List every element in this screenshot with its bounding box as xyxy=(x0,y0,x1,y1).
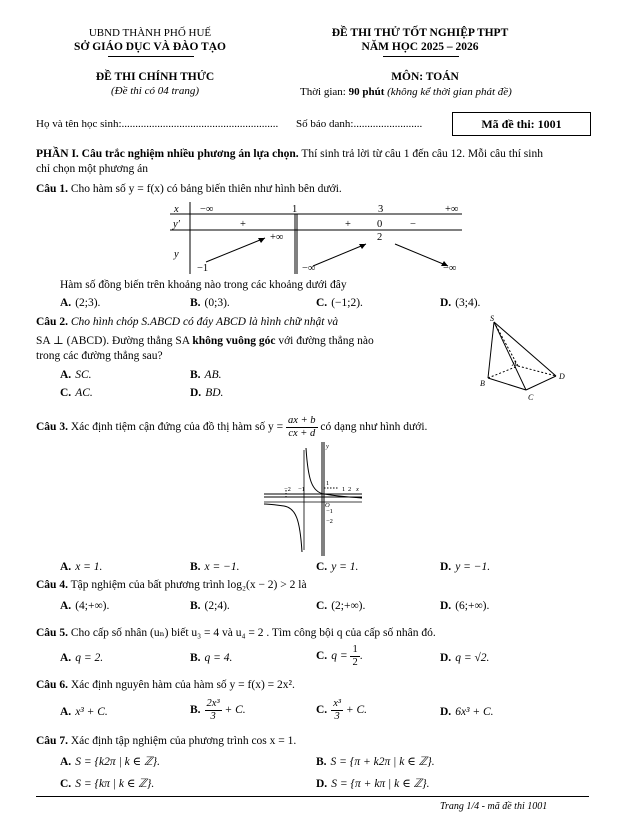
vt-x: x xyxy=(174,204,179,215)
svg-text:3: 3 xyxy=(378,204,384,215)
pages-note: (Đề thi có 04 trang) xyxy=(111,85,199,97)
q1-option-d[interactable]: D. (3;4). xyxy=(440,297,481,309)
q4-option-d[interactable]: D. (6;+∞). xyxy=(440,600,490,612)
time-line: Thời gian: 90 phút (không kể thời gian phát đề) xyxy=(300,86,512,98)
svg-text:−1: −1 xyxy=(326,508,333,515)
q5-option-c[interactable]: C. q = $\frac{1}{2}$ . xyxy=(316,644,363,668)
svg-text:1: 1 xyxy=(292,204,298,215)
svg-text:0: 0 xyxy=(377,219,383,230)
header-dept: SỞ GIÁO DỤC VÀ ĐÀO TẠO xyxy=(74,41,226,53)
q4-option-c[interactable]: C. (2;+∞). xyxy=(316,600,366,612)
q2-option-d[interactable]: D. BD. xyxy=(190,387,224,399)
subject-label: MÔN: TOÁN xyxy=(391,71,459,83)
svg-text:−2: −2 xyxy=(284,486,291,493)
question-1: Câu 1. Cho hàm số y = f(x) có bảng biến thiên như hình bên dưới. xyxy=(36,183,342,195)
student-name-field: Họ và tên học sinh:......................................................... xyxy=(36,118,279,130)
q6-option-a[interactable]: A. x³ + C. xyxy=(60,706,108,718)
svg-text:+∞: +∞ xyxy=(270,232,284,243)
part1-instructions: PHẦN I. Câu trắc nghiệm nhiều phương án lựa chọn. Thí sinh trả lời từ câu 1 đến câu 12. Mỗi câu thí sinh xyxy=(36,148,543,160)
q7-option-c[interactable]: C. S = {kπ | k ∈ ℤ}. xyxy=(60,778,155,790)
svg-text:1: 1 xyxy=(342,486,346,493)
svg-text:1: 1 xyxy=(326,480,330,487)
svg-text:y: y xyxy=(174,249,179,260)
q4-option-b[interactable]: B. (2;4). xyxy=(190,600,230,612)
q4-option-a[interactable]: A. (4;+∞). xyxy=(60,600,110,612)
question-6: Câu 6. Xác định nguyên hàm của hàm số y = f(x) = 2x². xyxy=(36,679,295,691)
header-school-year: NĂM HỌC 2025 – 2026 xyxy=(361,41,479,53)
q7-option-d[interactable]: D. S = {π + kπ | k ∈ ℤ}. xyxy=(316,778,430,790)
q3-option-d[interactable]: D. y = −1. xyxy=(440,561,491,573)
q1-option-c[interactable]: C. (−1;2). xyxy=(316,297,363,309)
svg-text:−2: −2 xyxy=(326,518,333,525)
official-label: ĐỀ THI CHÍNH THỨC xyxy=(95,71,215,83)
svg-text:C: C xyxy=(528,393,534,402)
svg-text:−: − xyxy=(410,219,416,230)
q1-option-a[interactable]: A. (2;3). xyxy=(60,297,101,309)
question-7: Câu 7. Xác định tập nghiệm của phương trình cos x = 1. xyxy=(36,735,297,747)
q3-option-a[interactable]: A. x = 1. xyxy=(60,561,103,573)
q2-option-a[interactable]: A. SC. xyxy=(60,369,92,381)
svg-text:y: y xyxy=(326,443,329,450)
header-org: UBND THÀNH PHỐ HUẾ xyxy=(88,27,212,39)
svg-text:S: S xyxy=(490,314,494,323)
svg-text:2: 2 xyxy=(348,486,352,493)
q2-option-b[interactable]: B. AB. xyxy=(190,369,222,381)
question-2: Câu 2. Cho hình chóp S.ABCD có đáy ABCD là hình chữ nhật và xyxy=(36,316,339,328)
q2-option-c[interactable]: C. AC. xyxy=(60,387,93,399)
question-4: Câu 4. Tập nghiệm của bất phương trình log₂(x − 2) > 2 là xyxy=(36,579,307,591)
svg-text:+∞: +∞ xyxy=(445,204,459,215)
svg-text:x: x xyxy=(356,486,359,493)
q5-option-d[interactable]: D. q = √2. xyxy=(440,652,490,664)
part1-instructions-2: chỉ chọn một phương án xyxy=(36,163,148,175)
variation-table xyxy=(170,200,470,276)
q6-option-c[interactable]: C. $\frac{\text{x³}}{3}$ + C. xyxy=(316,698,368,722)
question-3: Câu 3. Xác định tiệm cận đứng của đồ thị hàm số y = $\frac{ax + b}{cx + d}$ có dạng như hình dưới. xyxy=(36,415,428,439)
svg-text:+: + xyxy=(345,219,351,230)
svg-text:y′: y′ xyxy=(173,219,180,230)
svg-text:−1: −1 xyxy=(197,263,209,274)
pyramid-figure xyxy=(476,314,576,402)
student-id-field: Số báo danh:......................... xyxy=(296,118,423,130)
svg-text:+: + xyxy=(240,219,246,230)
q7-option-a[interactable]: A. S = {k2π | k ∈ ℤ}. xyxy=(60,756,160,768)
svg-text:−1: −1 xyxy=(298,486,305,493)
svg-text:O: O xyxy=(325,502,330,509)
svg-text:−∞: −∞ xyxy=(200,204,214,215)
page-footer: Trang 1/4 - mã đề thi 1001 xyxy=(440,801,548,812)
svg-text:2: 2 xyxy=(377,232,383,243)
svg-text:−∞: −∞ xyxy=(302,263,316,274)
question-5: Câu 5. Cho cấp số nhân (uₙ) biết u₃ = 4 và u₄ = 2 . Tìm công bội q của cấp số nhân đó. xyxy=(36,627,436,639)
hyperbola-graph xyxy=(262,440,366,558)
q5-option-a[interactable]: A. q = 2. xyxy=(60,652,104,664)
q1-prompt: Hàm số đồng biến trên khoảng nào trong các khoảng dưới đây xyxy=(60,279,347,291)
header-exam-title: ĐỀ THI THỬ TỐT NGHIỆP THPT xyxy=(331,27,509,39)
q1-option-b[interactable]: B. (0;3). xyxy=(190,297,230,309)
svg-text:D: D xyxy=(559,372,565,381)
q3-option-c[interactable]: C. y = 1. xyxy=(316,561,359,573)
svg-text:B: B xyxy=(480,379,485,388)
q6-option-b[interactable]: B. $\frac{\text{2x³}}{3}$ + C. xyxy=(190,698,246,722)
q7-option-b[interactable]: B. S = {π + k2π | k ∈ ℤ}. xyxy=(316,756,435,768)
q5-option-b[interactable]: B. q = 4. xyxy=(190,652,233,664)
svg-text:A: A xyxy=(512,359,517,368)
q6-option-d[interactable]: D. 6x³ + C. xyxy=(440,706,494,718)
question-2-line3: trong các đường thẳng sau? xyxy=(36,350,163,362)
question-2-line2: SA ⊥ (ABCD). Đường thẳng SA không vuông góc với đường thẳng nào xyxy=(36,335,374,347)
exam-code-box: Mã đề thi: 1001 xyxy=(452,112,591,136)
svg-text:−∞: −∞ xyxy=(443,263,457,274)
q3-option-b[interactable]: B. x = −1. xyxy=(190,561,240,573)
